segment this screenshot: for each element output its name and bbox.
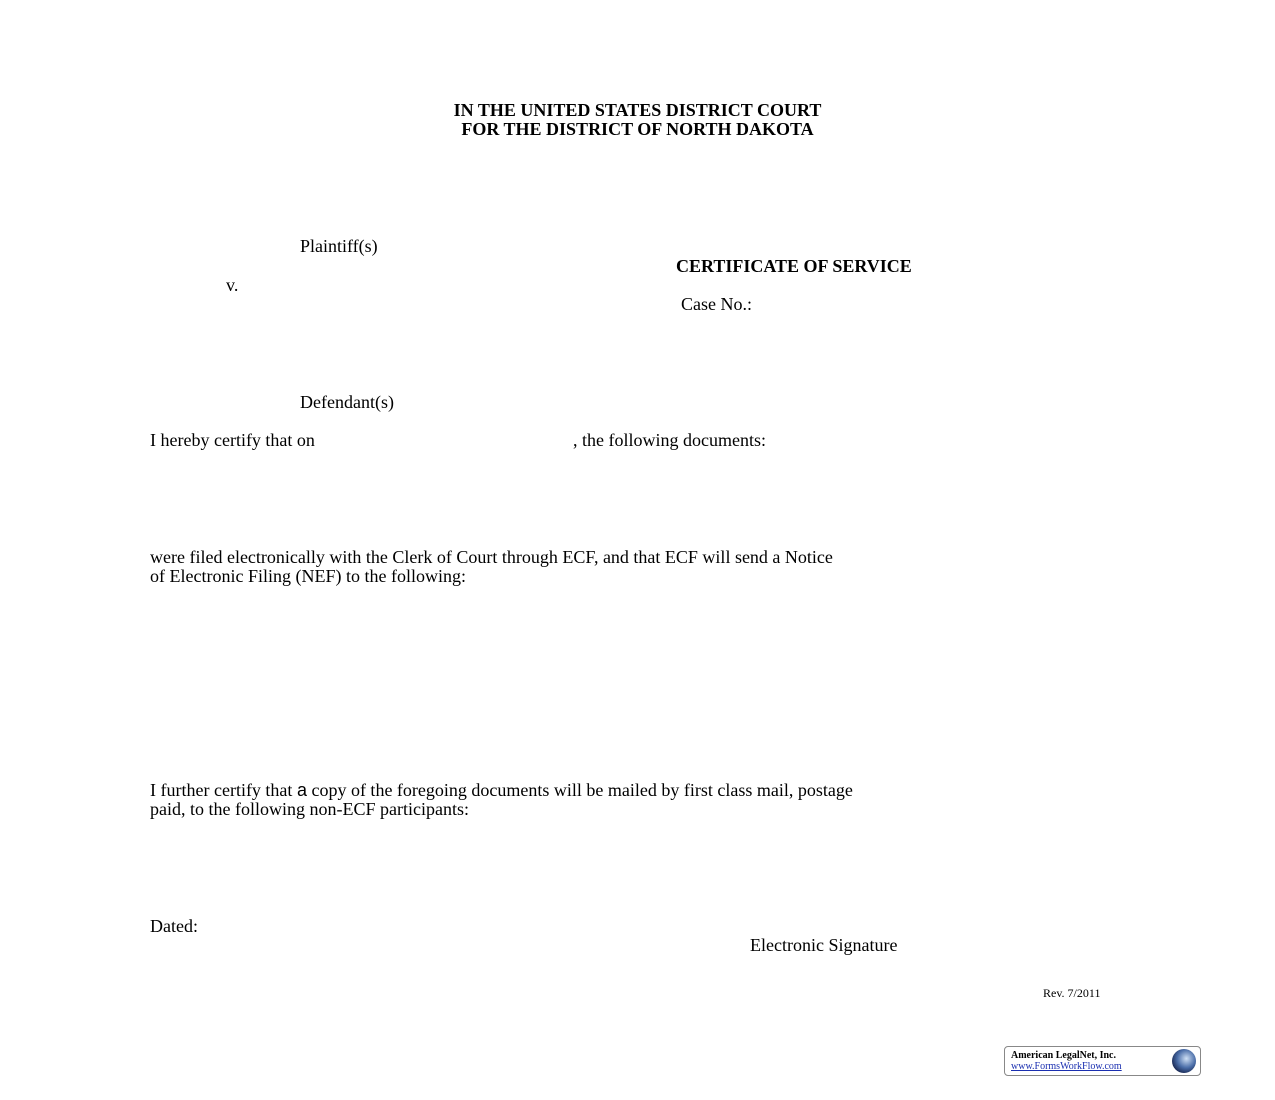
logo-url-link[interactable]: www.FormsWorkFlow.com — [1011, 1061, 1122, 1072]
ecf-statement-line1: were filed electronically with the Clerk of Court through ECF, and that ECF will send a Notice — [150, 547, 833, 567]
certify-suffix: , the following documents: — [573, 430, 766, 450]
mail-text-a: I further certify that — [150, 780, 297, 800]
versus-label: v. — [226, 275, 239, 295]
defendant-label: Defendant(s) — [300, 392, 394, 412]
logo-company-name: American LegalNet, Inc. — [1011, 1050, 1116, 1061]
document-title: CERTIFICATE OF SERVICE — [676, 256, 912, 276]
mail-text-c: copy of the foregoing documents will be mailed by first class mail, postage — [306, 780, 853, 800]
signature-label: Electronic Signature — [750, 935, 898, 955]
american-legalnet-logo[interactable] — [1004, 1046, 1201, 1076]
revision-label: Rev. 7/2011 — [1043, 986, 1101, 1000]
mail-text-b: a — [296, 780, 307, 800]
case-number-label: Case No.: — [681, 294, 752, 314]
court-title-line1: IN THE UNITED STATES DISTRICT COURT — [453, 100, 822, 120]
mail-statement-line2: paid, to the following non-ECF participants: — [150, 799, 469, 819]
mail-statement-line1 — [150, 781, 853, 800]
plaintiff-label: Plaintiff(s) — [300, 236, 378, 256]
globe-icon — [1172, 1049, 1196, 1073]
certify-prefix: I hereby certify that on — [150, 430, 315, 450]
ecf-statement-line2: of Electronic Filing (NEF) to the following: — [150, 566, 466, 586]
dated-label: Dated: — [150, 916, 198, 936]
court-title-line2: FOR THE DISTRICT OF NORTH DAKOTA — [461, 119, 814, 139]
